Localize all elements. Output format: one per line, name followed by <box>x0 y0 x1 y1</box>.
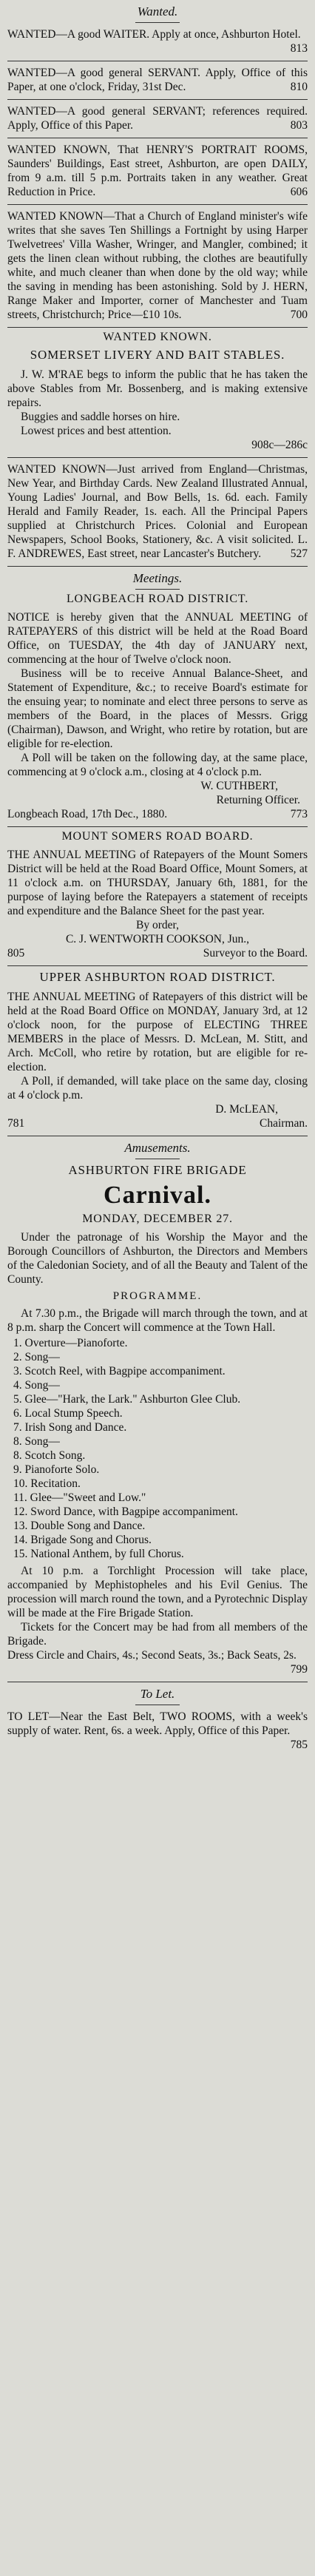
ad-servant-1 <box>7 64 308 96</box>
ad-waiter <box>7 26 308 58</box>
carnival-heading: ASHBURTON FIRE BRIGADE <box>68 1163 247 1177</box>
ad-text: TO LET—Near the East Belt, TWO ROOMS, with a week's supply of water. Rent, 6s. a week. Apply, Office of this Paper. <box>7 1710 308 1737</box>
notice-role: Returning Officer. <box>216 794 300 806</box>
divider <box>7 566 308 567</box>
divider <box>7 826 308 827</box>
programme-item: 6. Local Stump Speech. <box>13 1407 123 1420</box>
section-heading-wanted: Wanted. <box>137 4 178 18</box>
carnival-para: At 7.30 p.m., the Brigade will march through the town, and at 8 p.m. sharp the Concert will commence at the Town Hall. <box>7 1307 308 1334</box>
ad-servant-2 <box>7 103 308 135</box>
divider <box>135 589 180 590</box>
ad-ref: 805 <box>7 947 25 960</box>
programme-item: 9. Pianoforte Solo. <box>13 1463 100 1476</box>
livery-heading-1: WANTED KNOWN. <box>103 331 212 343</box>
ad-ref: 810 <box>290 81 308 93</box>
notice-para: THE ANNUAL MEETING of Ratepayers of the Mount Somers District will be held at the Road Board Office, Mount Somers, at 11 o'clock a.m. on THURSDAY, January 6th, 1881, for the purpose of laying before the Ratepayers a statement of receipts and expenditure and the Balance Sheet for the past year. <box>7 849 308 917</box>
ad-text: WANTED—A good WAITER. Apply at once, Ashburton Hotel. <box>7 28 301 41</box>
notice-para: Business will be to receive Annual Balance-Sheet, and Statement of Expenditure, &c.; to receive Board's estimate for the ensuing year; to nominate and elect three persons to serve as members of the Board, in the places of Messrs. Grigg (Chairman), Dawson, and Wright, who retire by rotation, but are eligible for re-election. <box>7 667 308 750</box>
programme-item: 2. Song— <box>13 1351 60 1363</box>
ad-ref: 781 <box>7 1117 25 1130</box>
ad-text: J. W. M'RAE begs to inform the public that he has taken the above Stables from Mr. Bossenberg, and is making extensive repairs. <box>7 368 308 409</box>
ad-line: Lowest prices and best attention. <box>21 425 172 437</box>
notice-longbeach <box>7 609 308 823</box>
ad-text: WANTED—A good general SERVANT. Apply, Office of this Paper, at one o'clock, Friday, 31st Dec. <box>7 67 308 93</box>
carnival-para: Under the patronage of his Worship the Mayor and the Borough Councillors of Ashburton, the Directors and Members of the Caledonian Society, and of all the Beauty and Talent of the County. <box>7 1231 308 1286</box>
ad-ref: 700 <box>290 308 308 321</box>
ad-ref: 606 <box>290 186 308 198</box>
programme-item: 11. Glee—"Sweet and Low." <box>13 1491 146 1504</box>
divider <box>7 965 308 966</box>
section-heading-amusements: Amusements. <box>124 1141 191 1155</box>
programme-item: 3. Scotch Reel, with Bagpipe accompaniment. <box>13 1365 226 1378</box>
programme-item: 4. Song— <box>13 1379 60 1392</box>
ad-ref: 799 <box>290 1663 308 1676</box>
section-heading-to-let: To Let. <box>140 1687 175 1701</box>
notice-signature: D. McLEAN, <box>215 1103 278 1116</box>
programme-list <box>7 1336 308 1561</box>
programme-item: 10. Recitation. <box>13 1477 81 1490</box>
carnival-para: Tickets for the Concert may be had from all members of the Brigade. <box>7 1621 308 1648</box>
programme-item: 1. Overture—Pianoforte. <box>13 1337 128 1349</box>
ad-text: WANTED KNOWN—That a Church of England minister's wife writes that she saves Ten Shillings a Fortnight by using Harper Twelvetrees' Villa Washer, Wringer, and Mangler, combined; it gets the linen clean without rubbing, the clothes are beautifully white, and much cleaner than when done by the old way; while the saving in mending has been astonishing. Sold by J. HERN, Range Maker and Importer, corner of Manchester and Tuam streets, Christchurch; Price—£10 10s. <box>7 210 308 321</box>
carnival-prices: Dress Circle and Chairs, 4s.; Second Seats, 3s.; Back Seats, 2s. <box>7 1649 297 1662</box>
ad-text: WANTED—A good general SERVANT; references required. Apply, Office of this Paper. <box>7 105 308 132</box>
carnival-date: MONDAY, DECEMBER 27. <box>82 1213 233 1225</box>
ad-livery-stables <box>7 366 308 454</box>
ad-text: WANTED KNOWN, That HENRY'S PORTRAIT ROOMS, Saunders' Buildings, East street, Ashburton, are open DAILY, from 9 a.m. till 5 p.m. Portraits taken in any weather. Great Reduction in Price. <box>7 144 308 198</box>
ad-to-let <box>7 1708 308 1754</box>
carnival-para: At 10 p.m. a Torchlight Procession will take place, accompanied by Mephistopheles and his Evil Genius. The procession will march round the town, and a Pyrotechnic Display will be made at the Fire Brigade Station. <box>7 1565 308 1619</box>
notice-para: THE ANNUAL MEETING of Ratepayers of this district will be held at the Road Board Office on MONDAY, January 3rd, at 12 o'clock noon, for the purpose of ELECTING THREE MEMBERS in the place of Messrs. D. McLean, M. Stitt, and Arch. McColl, who retire by rotation, but are eligible for re-election. <box>7 991 308 1073</box>
divider <box>7 457 308 458</box>
notice-para: NOTICE is hereby given that the ANNUAL MEETING of RATEPAYERS of this district will be held at the Road Board Office, on TUESDAY, the 4th day of JANUARY next, commencing at the hour of Twelve o'clock noon. <box>7 611 308 666</box>
notice-para: A Poll will be taken on the following day, at the same place, commencing at 9 o'clock a.m., closing at 4 o'clock p.m. <box>7 752 308 778</box>
divider <box>135 22 180 23</box>
programme-item: 12. Sword Dance, with Bagpipe accompaniment. <box>13 1506 238 1518</box>
divider <box>7 99 308 100</box>
programme-item: 7. Irish Song and Dance. <box>13 1421 127 1434</box>
notice-para: A Poll, if demanded, will take place on the same day, closing at 4 o'clock p.m. <box>7 1075 308 1102</box>
mount-somers-heading: MOUNT SOMERS ROAD BOARD. <box>61 830 254 843</box>
notice-signature: C. J. WENTWORTH COOKSON, Jun., <box>65 933 250 945</box>
upper-ashburton-heading: UPPER ASHBURTON ROAD DISTRICT. <box>39 970 276 984</box>
ad-ref: 908c—286c <box>251 439 308 451</box>
ad-text: WANTED KNOWN—Just arrived from England—Christmas, New Year, and Birthday Cards. New Zealand Illustrated Annual, Young Ladies' Journal, and Bow Bells, 1s. 6d. each. Family Herald and Family Reader, 1s. each. All the Principal Papers supplied at Christchurch Prices. Colonial and European Newspapers, School Books, Stationery, &c. A visit solicited. L. F. ANDREWES, East street, near Lancaster's Butchery. <box>7 463 308 560</box>
ad-ref: 813 <box>290 42 308 55</box>
longbeach-heading: LONGBEACH ROAD DISTRICT. <box>66 593 248 605</box>
ad-andrewes <box>7 461 308 563</box>
programme-item: 5. Glee—"Hark, the Lark." Ashburton Glee Club. <box>13 1393 241 1406</box>
programme-item: 15. National Anthem, by full Chorus. <box>13 1548 184 1560</box>
notice-by-order: By order, <box>136 919 179 931</box>
ad-villa-washer <box>7 208 308 324</box>
carnival-title: Carnival. <box>104 1181 211 1209</box>
notice-date: Longbeach Road, 17th Dec., 1880. <box>7 808 168 820</box>
ad-portrait-rooms <box>7 141 308 201</box>
livery-heading-2: SOMERSET LIVERY AND BAIT STABLES. <box>30 348 285 362</box>
programme-heading: PROGRAMME. <box>112 1290 203 1302</box>
notice-role: Surveyor to the Board. <box>203 947 308 960</box>
notice-signature: W. CUTHBERT, <box>200 780 278 792</box>
programme-item: 14. Brigade Song and Chorus. <box>13 1534 152 1546</box>
divider <box>7 327 308 328</box>
notice-role: Chairman. <box>260 1117 308 1130</box>
ad-ref: 785 <box>290 1739 308 1751</box>
ad-ref: 527 <box>290 547 308 560</box>
ad-ref: 773 <box>290 808 308 820</box>
divider <box>7 204 308 205</box>
notice-mount-somers <box>7 846 308 962</box>
programme-item: 8. Song— <box>13 1435 60 1448</box>
programme-item: 8. Scotch Song. <box>13 1449 86 1462</box>
ad-ref: 803 <box>290 119 308 132</box>
ad-carnival <box>7 1229 308 1679</box>
programme-item: 13. Double Song and Dance. <box>13 1520 146 1532</box>
ad-line: Buggies and saddle horses on hire. <box>21 411 180 423</box>
section-heading-meetings: Meetings. <box>132 571 183 585</box>
notice-upper-ashburton <box>7 988 308 1133</box>
